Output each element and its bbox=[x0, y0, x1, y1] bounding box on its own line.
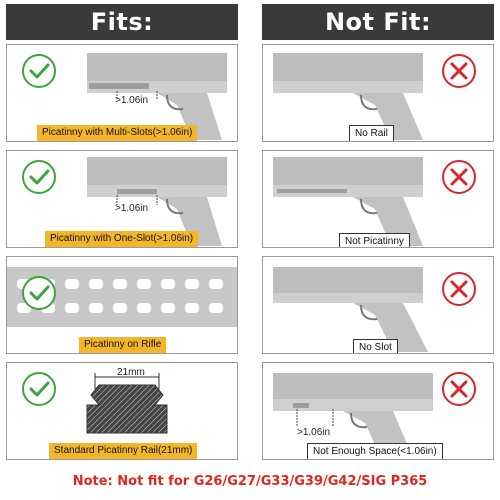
not-fit-panel-not-picatinny bbox=[262, 150, 494, 248]
check-icon bbox=[21, 275, 57, 311]
not-fit-label: No Rail bbox=[349, 125, 394, 142]
fit-label: Picatinny with Multi-Slots(>1.06in) bbox=[37, 125, 197, 141]
not-fit-panel-no-rail bbox=[262, 44, 494, 142]
measurement-label: >1.06in bbox=[115, 203, 149, 214]
check-icon bbox=[21, 371, 57, 407]
fits-panel-one-slot bbox=[6, 150, 238, 248]
not-fit-panel-not-enough-space bbox=[262, 362, 494, 460]
rail-width-label: 21mm bbox=[117, 367, 145, 378]
cross-icon bbox=[441, 53, 477, 89]
fit-label: Standard Picatinny Rail(21mm) bbox=[49, 443, 197, 459]
not-fit-label: Not Enough Space(<1.06in) bbox=[307, 443, 443, 460]
cross-icon bbox=[441, 371, 477, 407]
fit-label: Picatinny with One-Slot(>1.06in) bbox=[45, 231, 198, 247]
not-fit-label: Not Picatinny bbox=[339, 233, 410, 248]
not-fit-panel-no-slot bbox=[262, 256, 494, 354]
fits-panel-standard-rail bbox=[6, 362, 238, 460]
fits-header: Fits: bbox=[6, 4, 238, 40]
cross-icon bbox=[441, 159, 477, 195]
check-icon bbox=[21, 159, 57, 195]
not-fit-header: Not Fit: bbox=[262, 4, 494, 40]
compatibility-note: Note: Not fit for G26/G27/G33/G39/G42/SIG P365 bbox=[72, 474, 428, 489]
measurement-label: >1.06in bbox=[115, 95, 149, 106]
cross-icon bbox=[441, 271, 477, 307]
fits-panel-multi-slot bbox=[6, 44, 238, 142]
check-icon bbox=[21, 53, 57, 89]
measurement-label: >1.06in bbox=[297, 427, 331, 438]
fit-label: Picatinny on Rifle bbox=[79, 337, 166, 353]
not-fit-label: No Slot bbox=[353, 339, 398, 354]
fits-panel-rifle bbox=[6, 256, 238, 354]
